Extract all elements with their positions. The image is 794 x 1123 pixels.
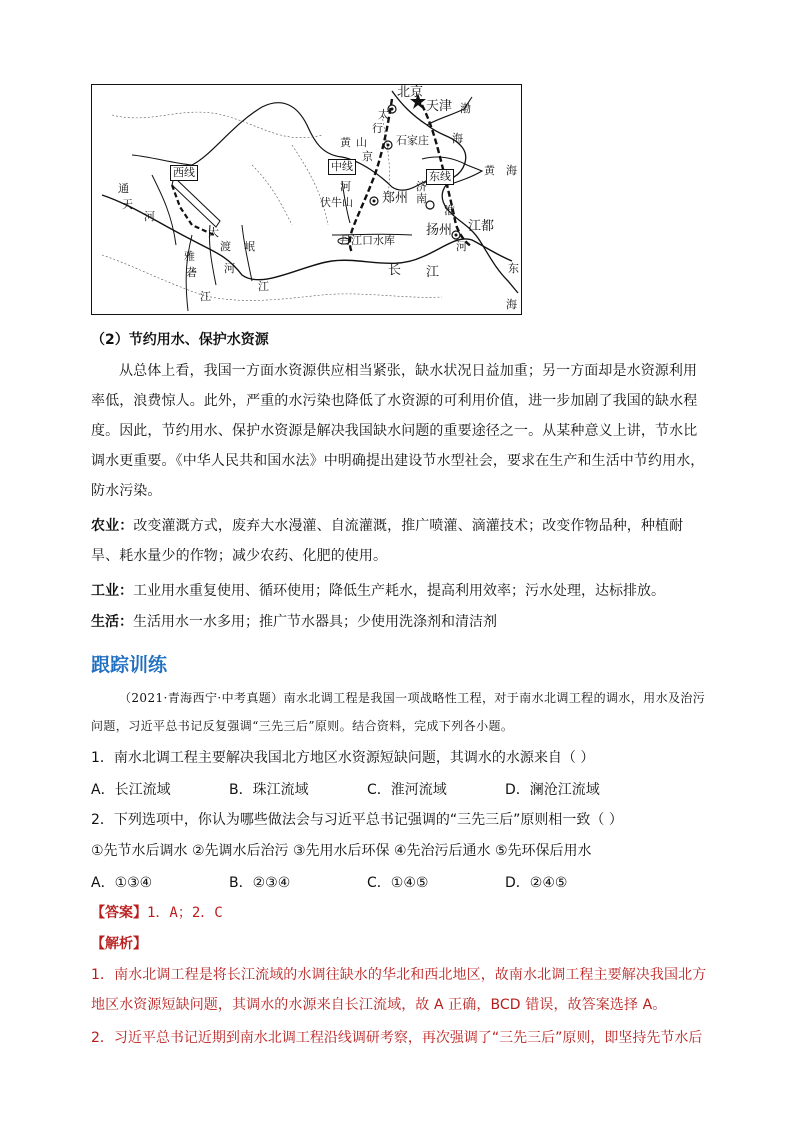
- question-2-options: [91, 872, 711, 892]
- label-shijiazhuang: 石家庄: [396, 134, 429, 147]
- label-tongtian-c: 河: [144, 210, 155, 223]
- q1-option-d: D．澜沧江流域: [505, 782, 600, 798]
- label-yalong-a: 雅: [184, 250, 195, 263]
- analysis-2: 2．习近平总书记近期到南水北调工程沿线调研考察，再次强调了“三先三后”原则，即坚持先节水后: [91, 1030, 703, 1046]
- label-hai-bottom: 海: [506, 298, 517, 311]
- question-1: 1．南水北调工程主要解决我国北方地区水资源短缺问题，其调水的水源来自（ ）: [91, 750, 595, 766]
- label-middle-route: 中线: [328, 159, 356, 175]
- label-yalong-c: 江: [200, 290, 211, 303]
- label-yellow-sea-b: 海: [506, 164, 517, 177]
- map-drawing: [92, 85, 520, 313]
- analysis-label: 【解析】: [91, 936, 147, 952]
- south-north-water-transfer-map: [91, 84, 522, 315]
- q1-option-b: B．珠江流域: [229, 782, 309, 798]
- q1-option-c: C．淮河流域: [367, 782, 447, 798]
- label-he3: 河: [456, 240, 467, 253]
- jinan-marker: [426, 201, 434, 209]
- training-intro: （2021·青海西宁·中考真题）南水北调工程是我国一项战略性工程，对于南水北调工程的调水，用水及治污问题，习近平总书记反复强调“三先三后”原则。结合资料，完成下列各小题。: [91, 691, 706, 733]
- q2-option-d: D．②④⑤: [505, 875, 568, 891]
- analysis-1: 1．南水北调工程是将长江流域的水调往缺水的华北和西北地区，故南水北调工程主要解决我国北方地区水资源短缺问题，其调水的水源来自长江流域，故 A 正确，BCD 错误，故答案选择 A。: [91, 967, 707, 1013]
- life-label: 生活：: [91, 614, 133, 630]
- label-chang: 长: [388, 263, 402, 278]
- label-danjiangkou: 丹江口水库: [340, 234, 395, 247]
- q2-option-c: C．①④⑤: [367, 875, 429, 891]
- label-tianjin: 天津: [426, 99, 453, 114]
- label-bohai: 渤: [460, 102, 471, 115]
- question-2: 2．下列选项中，你认为哪些做法会与习近平总书记强调的“三先三后”原则相一致（ ）: [91, 812, 623, 828]
- label-taihang-b: 行: [372, 122, 383, 135]
- industry-line: [91, 581, 665, 601]
- label-jiangdu: 江都: [468, 219, 495, 234]
- life-text: 生活用水一水多用；推广节水器具；少使用洗涤剂和清洁剂: [133, 614, 497, 630]
- label-huangshan-b: 山: [356, 136, 367, 149]
- label-jiang: 江: [426, 265, 440, 280]
- agriculture-text: 改变灌溉方式，废弃大水漫灌、自流灌溉，推广喷灌、滴灌技术；改变作物品种，种植耐旱、耗水量少的作物；减少农药、化肥的使用。: [91, 518, 684, 564]
- label-hai-top: 海: [452, 132, 463, 145]
- label-west-route: 西线: [170, 165, 198, 181]
- label-yalong-b: 砻: [186, 266, 197, 279]
- label-beijing: 北京: [397, 85, 424, 100]
- life-line: [91, 612, 497, 632]
- label-min-b: 江: [258, 280, 269, 293]
- industry-text: 工业用水重复使用、循环使用；降低生产耗水，提高利用效率；污水处理，达标排放。: [133, 583, 665, 599]
- question-2-items: ①先节水后调水 ②先调水后治污 ③先用水后环保 ④先治污后通水 ⑤先环保后用水: [91, 843, 592, 859]
- agriculture-paragraph: [91, 511, 711, 571]
- label-east-route: 东线: [426, 169, 454, 185]
- label-huangshan-a: 黄: [340, 136, 351, 149]
- label-he2: 河: [224, 262, 235, 275]
- label-tongtian-b: 天: [122, 198, 133, 211]
- q2-option-b: B．②③④: [229, 875, 291, 891]
- label-huai: 淮: [444, 204, 455, 217]
- label-tongtian-a: 通: [118, 182, 129, 195]
- label-min-a: 岷: [244, 240, 255, 253]
- label-da: 大: [208, 226, 219, 239]
- label-he: 河: [340, 180, 351, 193]
- label-yellow-sea-a: 黄: [484, 164, 495, 177]
- answer-label: 【答案】: [91, 905, 147, 921]
- label-dong: 东: [508, 262, 519, 275]
- label-ji: 济: [416, 180, 427, 193]
- label-funiushan: 伏牛山: [320, 196, 353, 209]
- q2-option-a: A．①③④: [91, 875, 153, 891]
- answer-line: [91, 903, 223, 923]
- answer-value: 1．A；2．C: [147, 905, 223, 921]
- question-1-options: [91, 779, 711, 799]
- label-taihang-a: 太: [378, 108, 389, 121]
- section-heading: （2）节约用水、保护水资源: [91, 332, 269, 348]
- training-heading: 跟踪训练: [91, 654, 168, 676]
- q1-option-a: A．长江流域: [91, 782, 171, 798]
- label-yangzhou: 扬州: [426, 223, 453, 238]
- label-zhengzhou: 郑州: [382, 191, 409, 206]
- label-jing: 京: [362, 150, 373, 163]
- label-du: 渡: [220, 240, 231, 253]
- section-paragraph: 从总体上看，我国一方面水资源供应相当紧张，缺水状况日益加重；另一方面却是水资源利用率低，浪费惊人。此外，严重的水污染也降低了水资源的可利用价值，进一步加剧了我国的缺水程度。因此，节约用水、保护水资源是解决我国缺水问题的重要途径之一。从某种意义上讲，节水比调水更重要。《中华人民共和国水法》中明确提出建设节水型社会，要求在生产和生活中节约用水，防水污染。: [91, 363, 705, 499]
- industry-label: 工业：: [91, 583, 133, 599]
- label-nan: 南: [416, 192, 427, 205]
- agriculture-label: 农业：: [91, 518, 134, 534]
